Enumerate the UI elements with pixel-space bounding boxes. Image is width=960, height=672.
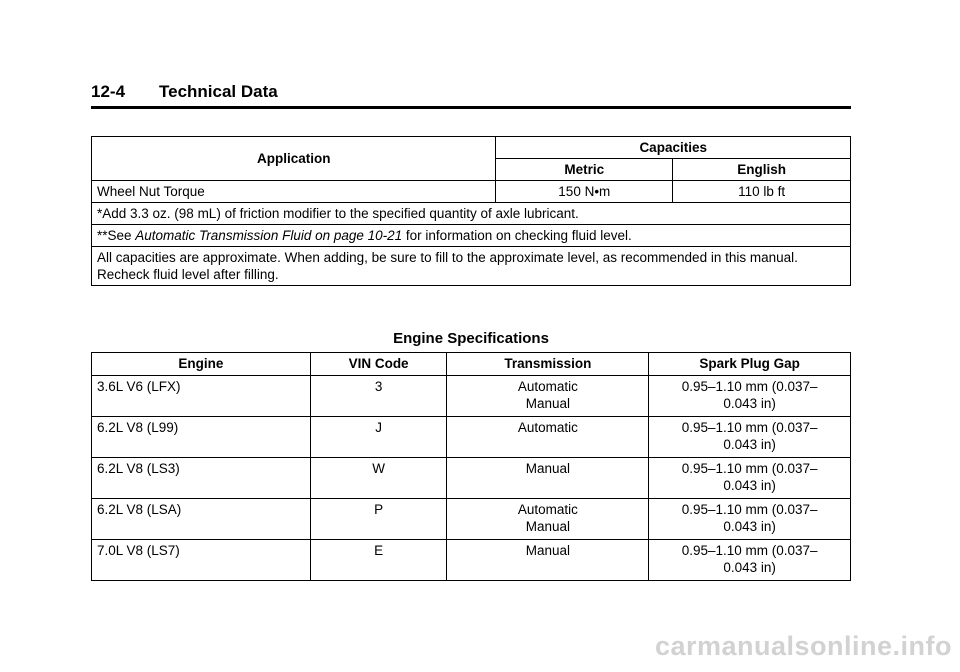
gap-line: 0.043 in) bbox=[723, 519, 776, 534]
section-title: Technical Data bbox=[159, 82, 278, 101]
cell-metric: 150 N•m bbox=[496, 181, 673, 203]
note-prefix: **See bbox=[97, 228, 136, 243]
cross-reference-link[interactable]: Automatic Transmission Fluid on page 10-21 bbox=[135, 228, 403, 243]
page-header bbox=[91, 80, 851, 109]
cell-transmission bbox=[447, 376, 649, 417]
cell-engine: 3.6L V6 (LFX) bbox=[92, 376, 311, 417]
cell-gap bbox=[649, 499, 851, 540]
engine-specs-title: Engine Specifications bbox=[393, 330, 549, 347]
capacities-table bbox=[91, 136, 851, 286]
engine-specs-header-row bbox=[92, 353, 851, 376]
trans-line: Manual bbox=[525, 461, 571, 476]
watermark: carmanualsonline.info bbox=[654, 631, 952, 661]
gap-line: 0.95–1.10 mm (0.037– bbox=[681, 461, 818, 476]
note-transmission-fluid bbox=[92, 225, 851, 247]
table-row bbox=[92, 458, 851, 499]
col-header-transmission: Transmission bbox=[447, 353, 649, 376]
trans-line: Automatic bbox=[517, 502, 578, 517]
cell-gap bbox=[649, 417, 851, 458]
trans-line: Automatic bbox=[517, 420, 578, 435]
gap-line: 0.043 in) bbox=[723, 478, 776, 493]
table-row bbox=[92, 247, 851, 286]
cell-vin: 3 bbox=[310, 376, 447, 417]
cell-transmission bbox=[447, 458, 649, 499]
col-header-engine: Engine bbox=[92, 353, 311, 376]
cell-application: Wheel Nut Torque bbox=[92, 181, 496, 203]
cell-gap bbox=[649, 540, 851, 581]
col-header-metric: Metric bbox=[496, 159, 673, 181]
gap-line: 0.043 in) bbox=[723, 396, 776, 411]
gap-line: 0.95–1.10 mm (0.037– bbox=[681, 420, 818, 435]
cell-vin: E bbox=[310, 540, 447, 581]
gap-line: 0.95–1.10 mm (0.037– bbox=[681, 379, 818, 394]
table-row bbox=[92, 499, 851, 540]
note-friction-modifier: *Add 3.3 oz. (98 mL) of friction modifier to the specified quantity of axle lubricant. bbox=[92, 203, 851, 225]
cell-gap bbox=[649, 458, 851, 499]
table-row bbox=[92, 203, 851, 225]
note-approximate-capacities: All capacities are approximate. When adding, be sure to fill to the approximate level, as recommended in this manual. Recheck fluid level after filling. bbox=[92, 247, 851, 286]
table-row bbox=[92, 376, 851, 417]
table-row bbox=[92, 417, 851, 458]
cell-transmission bbox=[447, 499, 649, 540]
cell-vin: P bbox=[310, 499, 447, 540]
cell-vin: W bbox=[310, 458, 447, 499]
col-header-english: English bbox=[673, 159, 851, 181]
col-header-application: Application bbox=[92, 137, 496, 181]
note-suffix: for information on checking fluid level. bbox=[402, 228, 632, 243]
cell-vin: J bbox=[310, 417, 447, 458]
col-header-capacities: Capacities bbox=[496, 137, 851, 159]
col-header-vin: VIN Code bbox=[310, 353, 447, 376]
table-row bbox=[92, 540, 851, 581]
engine-specs-table bbox=[91, 352, 851, 581]
gap-line: 0.043 in) bbox=[723, 560, 776, 575]
cell-engine: 6.2L V8 (L99) bbox=[92, 417, 311, 458]
gap-line: 0.043 in) bbox=[723, 437, 776, 452]
gap-line: 0.95–1.10 mm (0.037– bbox=[681, 543, 818, 558]
cell-english: 110 lb ft bbox=[673, 181, 851, 203]
trans-line: Manual bbox=[525, 543, 571, 558]
trans-line: Manual bbox=[525, 519, 571, 534]
trans-line: Manual bbox=[525, 396, 571, 411]
cell-engine: 6.2L V8 (LS3) bbox=[92, 458, 311, 499]
cell-engine: 6.2L V8 (LSA) bbox=[92, 499, 311, 540]
cell-transmission bbox=[447, 417, 649, 458]
cell-transmission bbox=[447, 540, 649, 581]
col-header-spark-plug-gap: Spark Plug Gap bbox=[649, 353, 851, 376]
table-row bbox=[92, 181, 851, 203]
page-number: 12-4 bbox=[91, 82, 126, 101]
cell-gap bbox=[649, 376, 851, 417]
capacities-header-row bbox=[92, 137, 851, 159]
table-row bbox=[92, 225, 851, 247]
trans-line: Automatic bbox=[517, 379, 578, 394]
gap-line: 0.95–1.10 mm (0.037– bbox=[681, 502, 818, 517]
cell-engine: 7.0L V8 (LS7) bbox=[92, 540, 311, 581]
